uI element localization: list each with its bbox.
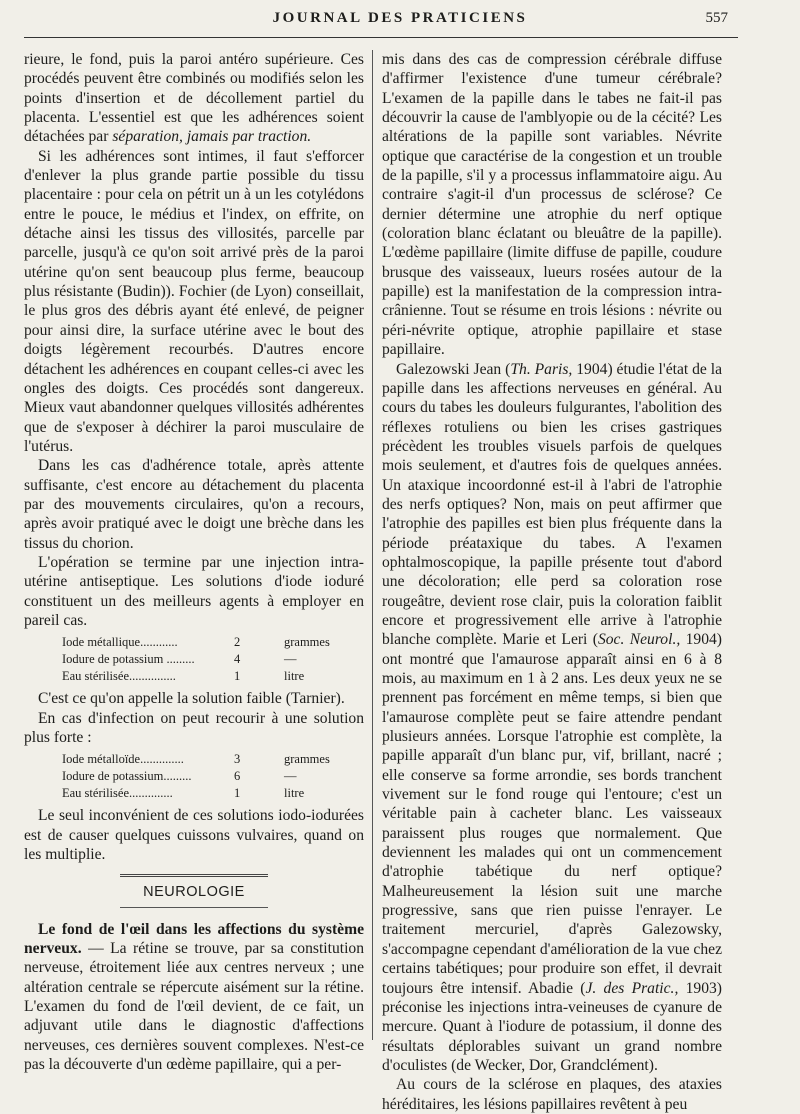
page-number: 557 (705, 10, 728, 26)
article-paragraph: Le fond de l'œil dans les affections du système nerveux. — La rétine se trouve, par sa constitution nerveuse, étroitement liée aux centres nerveux ; une altération centrale se répercute aisément sur la rétine. L'examen du fond de l'œil devient, de ce fait, un adjuvant utile dans le diagnostic d'affections nerveuses, ces dernières souvent complexes. N'est-ce pas la découverte d'un œdème papillaire, qui a per- (24, 920, 364, 1074)
column-divider (372, 50, 373, 1040)
section-rule (120, 907, 268, 908)
paragraph: L'opération se termine par une injection intra-utérine antiseptique. Les solutions d'iode ioduré constituent un des meilleurs agents à employer en pareil cas. (24, 553, 364, 629)
header-rule (24, 37, 738, 38)
running-title: JOURNAL DES PRATICIENS (272, 10, 528, 26)
article-title: Le fond de l'œil dans les affections du système nerveux. (24, 920, 364, 958)
page-header (0, 10, 800, 32)
paragraph: Galezowski Jean (Th. Paris, 1904) étudie l'état de la papille dans les affections nerveuses en général. Au cours du tabes les douleurs fulgurantes, l'abolition des réflexes rotuliens ou bien les crises gastriques précèdent les troubles visuels parfois de quelques mois seulement, et d'autres fois de quelques années. Un ataxique incoordonné est-il à l'abri de l'atrophie des nerfs optiques? Non, mais on peut affirmer que l'atrophie des papilles est bien plus fréquente dans la période préataxique du tabes. A l'examen ophtalmoscopique, la papille présente tout d'abord une décoloration; elle perd sa coloration rose rougeâtre, devient rose clair, puis la coloration faiblit encore et progressivement elle arrive à l'atrophie blanche complète. Marie et Leri (Soc. Neurol., 1904) ont montré que l'amaurose apparaît ainsi en 6 à 8 mois, au maximum en 1 à 2 ans. Les deux yeux ne se prennent pas forcément en même temps, si bien que l'amaurose complète peut se faire attendre pendant plusieurs années. Lorsque l'atrophie est complète, la papille apparaît d'un blanc pur, vif, brillant, nacré ; elle conserve sa forme arrondie, ses bords tranchent vivement sur le fond rouge qui l'entoure; c'est un véritable pain à cacheter blanc. Les vaisseaux paraissent plus rouges que normalement. Que deviennent les malades qui ont un commencement d'atrophie tabétique du nerf optique? Malheureusement la lésion suit une marche progressive, sans que rien puisse l'enrayer. Le traitement mercuriel, d'après Galezowsky, s'accompagne cependant d'amélioration de la vue chez certains tabétiques; pour produire son effet, il devrait toujours être intensif. Abadie (J. des Pratic., 1903) préconise les injections intra-veineuses de cyanure de mercure. Quant à l'iodure de potassium, il donne des résultats déplorables suivant un grand nombre d'oculistes (de Wecker, Dor, Grandclément). (382, 360, 723, 1074)
recipe-row: Iode métallique............ 2 grammes (62, 635, 330, 650)
right-column (382, 50, 722, 1114)
paragraph: En cas d'infection on peut recourir à une solution plus forte : (24, 709, 364, 746)
recipe-row: Eau stérilisée.............. 1 litre (62, 786, 305, 801)
section-title: NEUROLOGIE (143, 884, 245, 901)
recipe-weak-solution (62, 634, 364, 685)
recipe-row: Iodure de potassium......... 6 — (62, 769, 297, 784)
paragraph: mis dans des cas de compression cérébrale diffuse d'affirmer l'existence d'une tumeur cérébrale? L'examen de la papille dans le tabes ne fait-il pas découvrir la cause de l'amblyopie ou de la cécité? Les altérations de la papille sont variables. Névrite optique que caractérise de la congestion et un trouble de la papille, s'il y a processus inflammatoire aigu. Au contraire s'agit-il d'un processus de sclérose? Ce dernier détermine une atrophie du nerf optique (coloration blanc éclatant ou bleuâtre de la papille). L'œdème papillaire (limite diffuse de papille, coudure brusque des vaisseaux, lueurs rosées autour de la papille) est la manifestation de la compression intra-crânienne. Tout se résume en trois lésions : névrite ou péri-névrite optique, atrophie papillaire et stase papillaire. (382, 51, 722, 359)
recipe-strong-solution (62, 751, 364, 802)
recipe-row: Eau stérilisée............... 1 litre (62, 669, 305, 684)
left-column (24, 50, 364, 1074)
paragraph: Au cours de la sclérose en plaques, des ataxies héréditaires, les lésions papillaires revêtent à peu (382, 1076, 722, 1113)
paragraph: Si les adhérences sont intimes, il faut s'efforcer d'enlever la plus grande partie possible du tissu placentaire : pour cela on pétrit un à un les cotylédons entre le pouce, le médius et l'index, on effrite, on détache ainsi les tissus des villosités, parcelle par parcelle, jusqu'à ce qu'on soit arrivé près de la paroi utérine qu'on sent beaucoup plus ferme, beaucoup plus résistante (Budin)). Fochier (de Lyon) conseillait, le plus gros des débris ayant été enlevé, de peigner pour ainsi dire, la surface utérine avec le bout des doigts légèrement recourbés. D'autres encore détachent les adhérences en coupant celles-ci avec les ongles des doigts. Ces procédés sont dangereux. Mieux vaut abandonner quelques villosités adhérentes que de s'exposer à déchirer la paroi musculaire de l'utérus. (24, 147, 364, 455)
recipe-row: Iode métalloïde.............. 3 grammes (62, 752, 330, 767)
paragraph: Le seul inconvénient de ces solutions iodo-iodurées est de causer quelques cuissons vulvaires, quand on les multiplie. (24, 807, 364, 864)
paragraph: C'est ce qu'on appelle la solution faible (Tarnier). (38, 690, 345, 708)
section-rule (120, 874, 268, 877)
paragraph: Dans les cas d'adhérence totale, après attente suffisante, c'est encore au détachement du placenta par des mouvements circulaires, qu'on a recours, après avoir pratiqué avec le doigt une brèche dans les tissus du chorion. (24, 457, 364, 552)
paragraph: rieure, le fond, puis la paroi antéro supérieure. Ces procédés peuvent être combinés ou modifiés selon les points d'insertion et de décollement partiel du placenta. L'essentiel est que les adhérences soient détachées par séparation, jamais par traction. (24, 51, 364, 146)
recipe-row: Iodure de potassium ......... 4 — (62, 652, 297, 667)
